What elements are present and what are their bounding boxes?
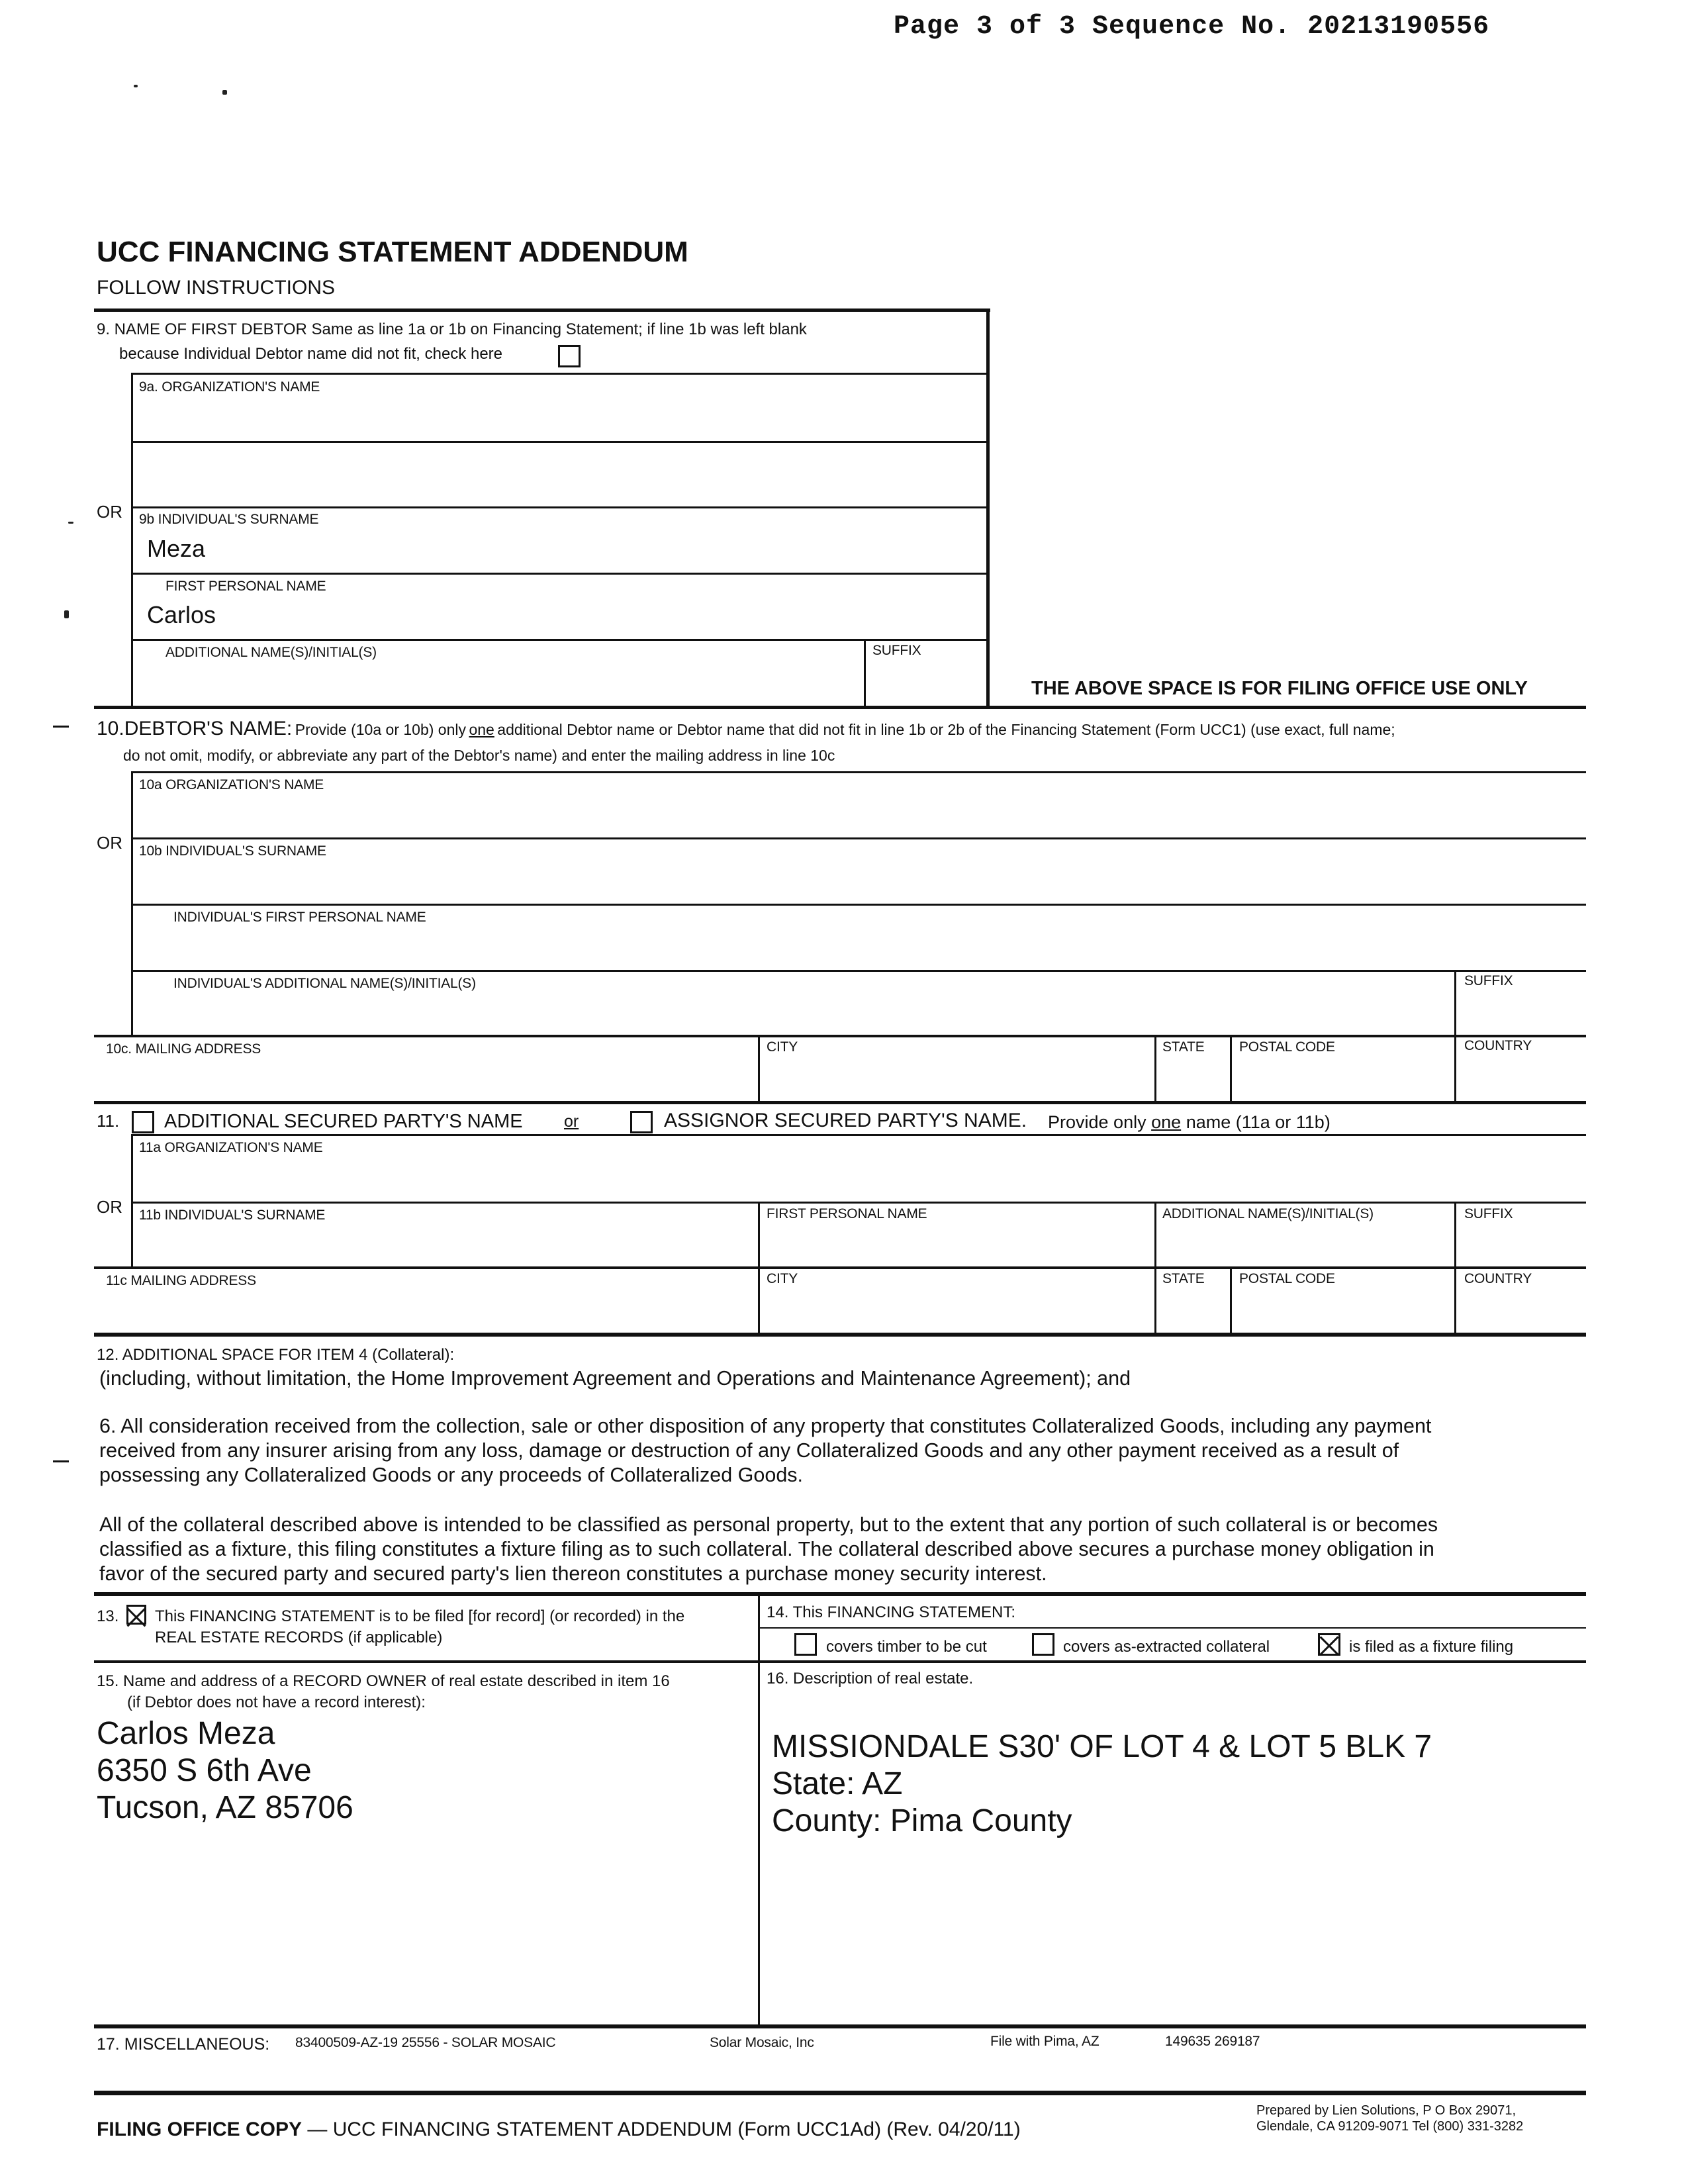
item9-check-here-checkbox[interactable] xyxy=(558,345,581,367)
rule xyxy=(758,1592,760,2026)
item12-para1-line: 6. All consideration received from the collection, sale or other disposition of any property that constitutes Collateralized Goods, including any payment xyxy=(99,1415,1432,1437)
item11-or-label: OR xyxy=(97,1197,122,1217)
item9b-surname-value: Meza xyxy=(147,535,206,562)
item14-as-extracted-checkbox[interactable] xyxy=(1032,1633,1054,1656)
rule xyxy=(1230,1266,1232,1334)
item10-label-2: do not omit, modify, or abbreviate any part of the Debtor's name) and enter the mailing address in line 10c xyxy=(123,747,835,764)
rule xyxy=(94,1035,1586,1037)
item9-first-name-value: Carlos xyxy=(147,601,216,628)
item14-opt2-label: covers as-extracted collateral xyxy=(1063,1638,1270,1656)
rule xyxy=(94,2091,1586,2095)
item14-fixture-filing-checkbox[interactable] xyxy=(1318,1633,1340,1656)
item10-text-b: additional Debtor name or Debtor name that did not fit in line 1b or 2b of the Financing Statement (Form UCC1) (use exact, full name; xyxy=(497,721,1395,738)
item12-para2-line: favor of the secured party and secured party's lien thereon constitutes a purchase money security interest. xyxy=(99,1562,1047,1585)
item10-text-a: Provide (10a or 10b) only xyxy=(295,721,466,738)
item17-label: 17. MISCELLANEOUS: xyxy=(97,2035,270,2054)
real-estate-description-line1: MISSIONDALE S30' OF LOT 4 & LOT 5 BLK 7 xyxy=(772,1729,1432,1764)
record-owner-street: 6350 S 6th Ave xyxy=(97,1753,312,1788)
rule xyxy=(864,639,866,706)
item10-title: DEBTOR'S NAME: xyxy=(124,718,293,739)
rule xyxy=(131,771,1586,773)
item10-one: one xyxy=(469,721,494,738)
item12-para1-line: possessing any Collateralized Goods or any proceeds of Collateralized Goods. xyxy=(99,1464,804,1486)
item12-para2-line: classified as a fixture, this filing constitutes a fixture filing as to such collateral. The collateral described above secures a purchase money obligation in xyxy=(99,1538,1434,1560)
item11-assignor-secured-party-checkbox[interactable] xyxy=(630,1111,653,1133)
rule xyxy=(131,506,989,508)
item9b-label: 9b INDIVIDUAL'S SURNAME xyxy=(139,512,319,527)
rule xyxy=(131,970,1586,972)
item17-numbers: 149635 269187 xyxy=(1165,2034,1260,2049)
item10a-label: 10a ORGANIZATION'S NAME xyxy=(139,777,324,792)
rule xyxy=(94,706,1586,709)
rule xyxy=(758,1035,760,1102)
rule xyxy=(131,373,989,375)
item10c-country-label: COUNTRY xyxy=(1464,1038,1532,1053)
rule xyxy=(131,1134,1586,1136)
item10c-state-label: STATE xyxy=(1162,1039,1205,1055)
item9-label: 9. NAME OF FIRST DEBTOR Same as line 1a or 1b on Financing Statement; if line 1b was left blank xyxy=(97,320,807,338)
item12-para2-line: All of the collateral described above is intended to be classified as personal property, but to the extent that any portion of such collateral is or becomes xyxy=(99,1513,1438,1536)
margin-tick xyxy=(53,726,69,728)
item11-provide-a: Provide only xyxy=(1048,1112,1146,1132)
filing-office-note: THE ABOVE SPACE IS FOR FILING OFFICE USE ONLY xyxy=(1031,678,1528,699)
rule xyxy=(94,1333,1586,1337)
item10b-label: 10b INDIVIDUAL'S SURNAME xyxy=(139,843,326,859)
item12-line1: (including, without limitation, the Home Improvement Agreement and Operations and Maintenance Agreement); and xyxy=(99,1367,1131,1390)
item11-additional-label: ADDITIONAL NAME(S)/INITIAL(S) xyxy=(1162,1206,1374,1221)
rule xyxy=(1454,1035,1456,1102)
item13-line1: This FINANCING STATEMENT is to be filed [for record] (or recorded) in the xyxy=(155,1607,685,1625)
item10-label xyxy=(97,718,1395,740)
rule xyxy=(1454,970,1456,1037)
item9-suffix-label: SUFFIX xyxy=(872,643,921,658)
item9-first-name-label: FIRST PERSONAL NAME xyxy=(165,579,326,594)
rule xyxy=(1154,1035,1156,1102)
item11c-city-label: CITY xyxy=(767,1271,798,1286)
scan-speck xyxy=(222,90,227,95)
item14-label: 14. This FINANCING STATEMENT: xyxy=(767,1603,1016,1621)
rule xyxy=(94,1101,1586,1104)
item11-provide xyxy=(1048,1112,1331,1133)
rule xyxy=(131,904,1586,906)
item11-additional-secured-party-checkbox[interactable] xyxy=(132,1111,154,1133)
rule xyxy=(131,1202,1586,1204)
item10-additional-label: INDIVIDUAL'S ADDITIONAL NAME(S)/INITIAL(S) xyxy=(173,976,476,991)
item10-or: OR xyxy=(97,833,122,853)
item10c-label: 10c. MAILING ADDRESS xyxy=(106,1041,261,1057)
form-subtitle: FOLLOW INSTRUCTIONS xyxy=(97,277,336,299)
prepared-by xyxy=(1256,2103,1523,2134)
margin-tick xyxy=(53,1460,69,1462)
item10-suffix-label: SUFFIX xyxy=(1464,973,1513,988)
item10c-postal-label: POSTAL CODE xyxy=(1239,1039,1335,1055)
item11-provide-one: one xyxy=(1151,1112,1182,1132)
item11-num: 11. xyxy=(97,1111,120,1131)
item13-num: 13. xyxy=(97,1607,119,1625)
item12-label: 12. ADDITIONAL SPACE FOR ITEM 4 (Collateral): xyxy=(97,1346,455,1364)
rule xyxy=(131,373,133,706)
item9a-label: 9a. ORGANIZATION'S NAME xyxy=(139,379,320,395)
item11c-postal-label: POSTAL CODE xyxy=(1239,1271,1335,1286)
rule xyxy=(131,639,989,641)
footer-title-rest: — UCC FINANCING STATEMENT ADDENDUM (Form UCC1Ad) (Rev. 04/20/11) xyxy=(307,2118,1021,2140)
rule xyxy=(131,837,1586,839)
page-sequence-header: Page 3 of 3 Sequence No. 20213190556 xyxy=(894,12,1490,42)
scan-speck xyxy=(68,522,73,524)
item14-opt3-label: is filed as a fixture filing xyxy=(1349,1638,1514,1656)
real-estate-description-line3: County: Pima County xyxy=(772,1803,1072,1838)
rule xyxy=(758,1627,1586,1629)
scan-speck xyxy=(64,610,69,618)
item10-num: 10. xyxy=(97,718,124,739)
item11a-label: 11a ORGANIZATION'S NAME xyxy=(139,1140,323,1155)
form-title: UCC FINANCING STATEMENT ADDENDUM xyxy=(97,236,688,268)
item11-option-b: ASSIGNOR SECURED PARTY'S NAME. xyxy=(664,1110,1027,1131)
item17-file-with: File with Pima, AZ xyxy=(990,2034,1099,2049)
item9-or: OR xyxy=(97,502,122,522)
footer-title xyxy=(97,2118,1021,2141)
item10c-city-label: CITY xyxy=(767,1039,798,1055)
item12-collateral-paragraph xyxy=(99,1513,1438,1586)
footer-title-bold: FILING OFFICE COPY xyxy=(97,2118,303,2140)
item9-additional-label: ADDITIONAL NAME(S)/INITIAL(S) xyxy=(165,645,377,660)
prepared-by-line1: Prepared by Lien Solutions, P O Box 29071, xyxy=(1256,2103,1517,2118)
item11-or: or xyxy=(564,1112,579,1131)
item11-suffix-label: SUFFIX xyxy=(1464,1206,1513,1221)
rule xyxy=(1230,1035,1232,1102)
rule xyxy=(131,441,989,443)
item11-provide-b: name (11a or 11b) xyxy=(1186,1112,1331,1132)
item9-label-2: because Individual Debtor name did not fit, check here xyxy=(119,345,503,363)
record-owner-city: Tucson, AZ 85706 xyxy=(97,1790,353,1825)
rule xyxy=(94,1592,1586,1596)
item12-paragraph-6 xyxy=(99,1414,1431,1488)
item14-opt1-label: covers timber to be cut xyxy=(826,1638,987,1656)
prepared-by-line2: Glendale, CA 91209-9071 Tel (800) 331-3282 xyxy=(1256,2119,1524,2134)
item12-para1-line: received from any insurer arising from any loss, damage or destruction of any Collateralized Goods and any other payment received as a result of xyxy=(99,1439,1399,1462)
rule xyxy=(94,1266,1586,1269)
item11-first-name-label: FIRST PERSONAL NAME xyxy=(767,1206,927,1221)
item16-label: 16. Description of real estate. xyxy=(767,1670,974,1687)
real-estate-description-line2: State: AZ xyxy=(772,1766,903,1801)
item11c-label: 11c MAILING ADDRESS xyxy=(106,1273,256,1288)
item15-label: 15. Name and address of a RECORD OWNER of real estate described in item 16 xyxy=(97,1672,670,1690)
rule xyxy=(94,309,990,312)
rule xyxy=(94,2024,1586,2028)
scan-speck xyxy=(134,85,138,87)
item11-option-a: ADDITIONAL SECURED PARTY'S NAME xyxy=(164,1111,523,1132)
item15-label-2: (if Debtor does not have a record interest): xyxy=(127,1693,426,1711)
item13-real-estate-records-checkbox[interactable] xyxy=(126,1605,146,1625)
item13-line2: REAL ESTATE RECORDS (if applicable) xyxy=(155,1629,443,1646)
item17-party: Solar Mosaic, Inc xyxy=(710,2035,814,2050)
item11b-label: 11b INDIVIDUAL'S SURNAME xyxy=(139,1208,326,1223)
item10-first-name-label: INDIVIDUAL'S FIRST PERSONAL NAME xyxy=(173,910,426,925)
rule xyxy=(94,1660,1586,1663)
rule xyxy=(131,573,989,575)
item11c-state-label: STATE xyxy=(1162,1271,1205,1286)
item14-timber-checkbox[interactable] xyxy=(794,1633,817,1656)
item17-reference: 83400509-AZ-19 25556 - SOLAR MOSAIC xyxy=(295,2035,556,2050)
item11c-country-label: COUNTRY xyxy=(1464,1271,1532,1286)
record-owner-name: Carlos Meza xyxy=(97,1716,275,1751)
